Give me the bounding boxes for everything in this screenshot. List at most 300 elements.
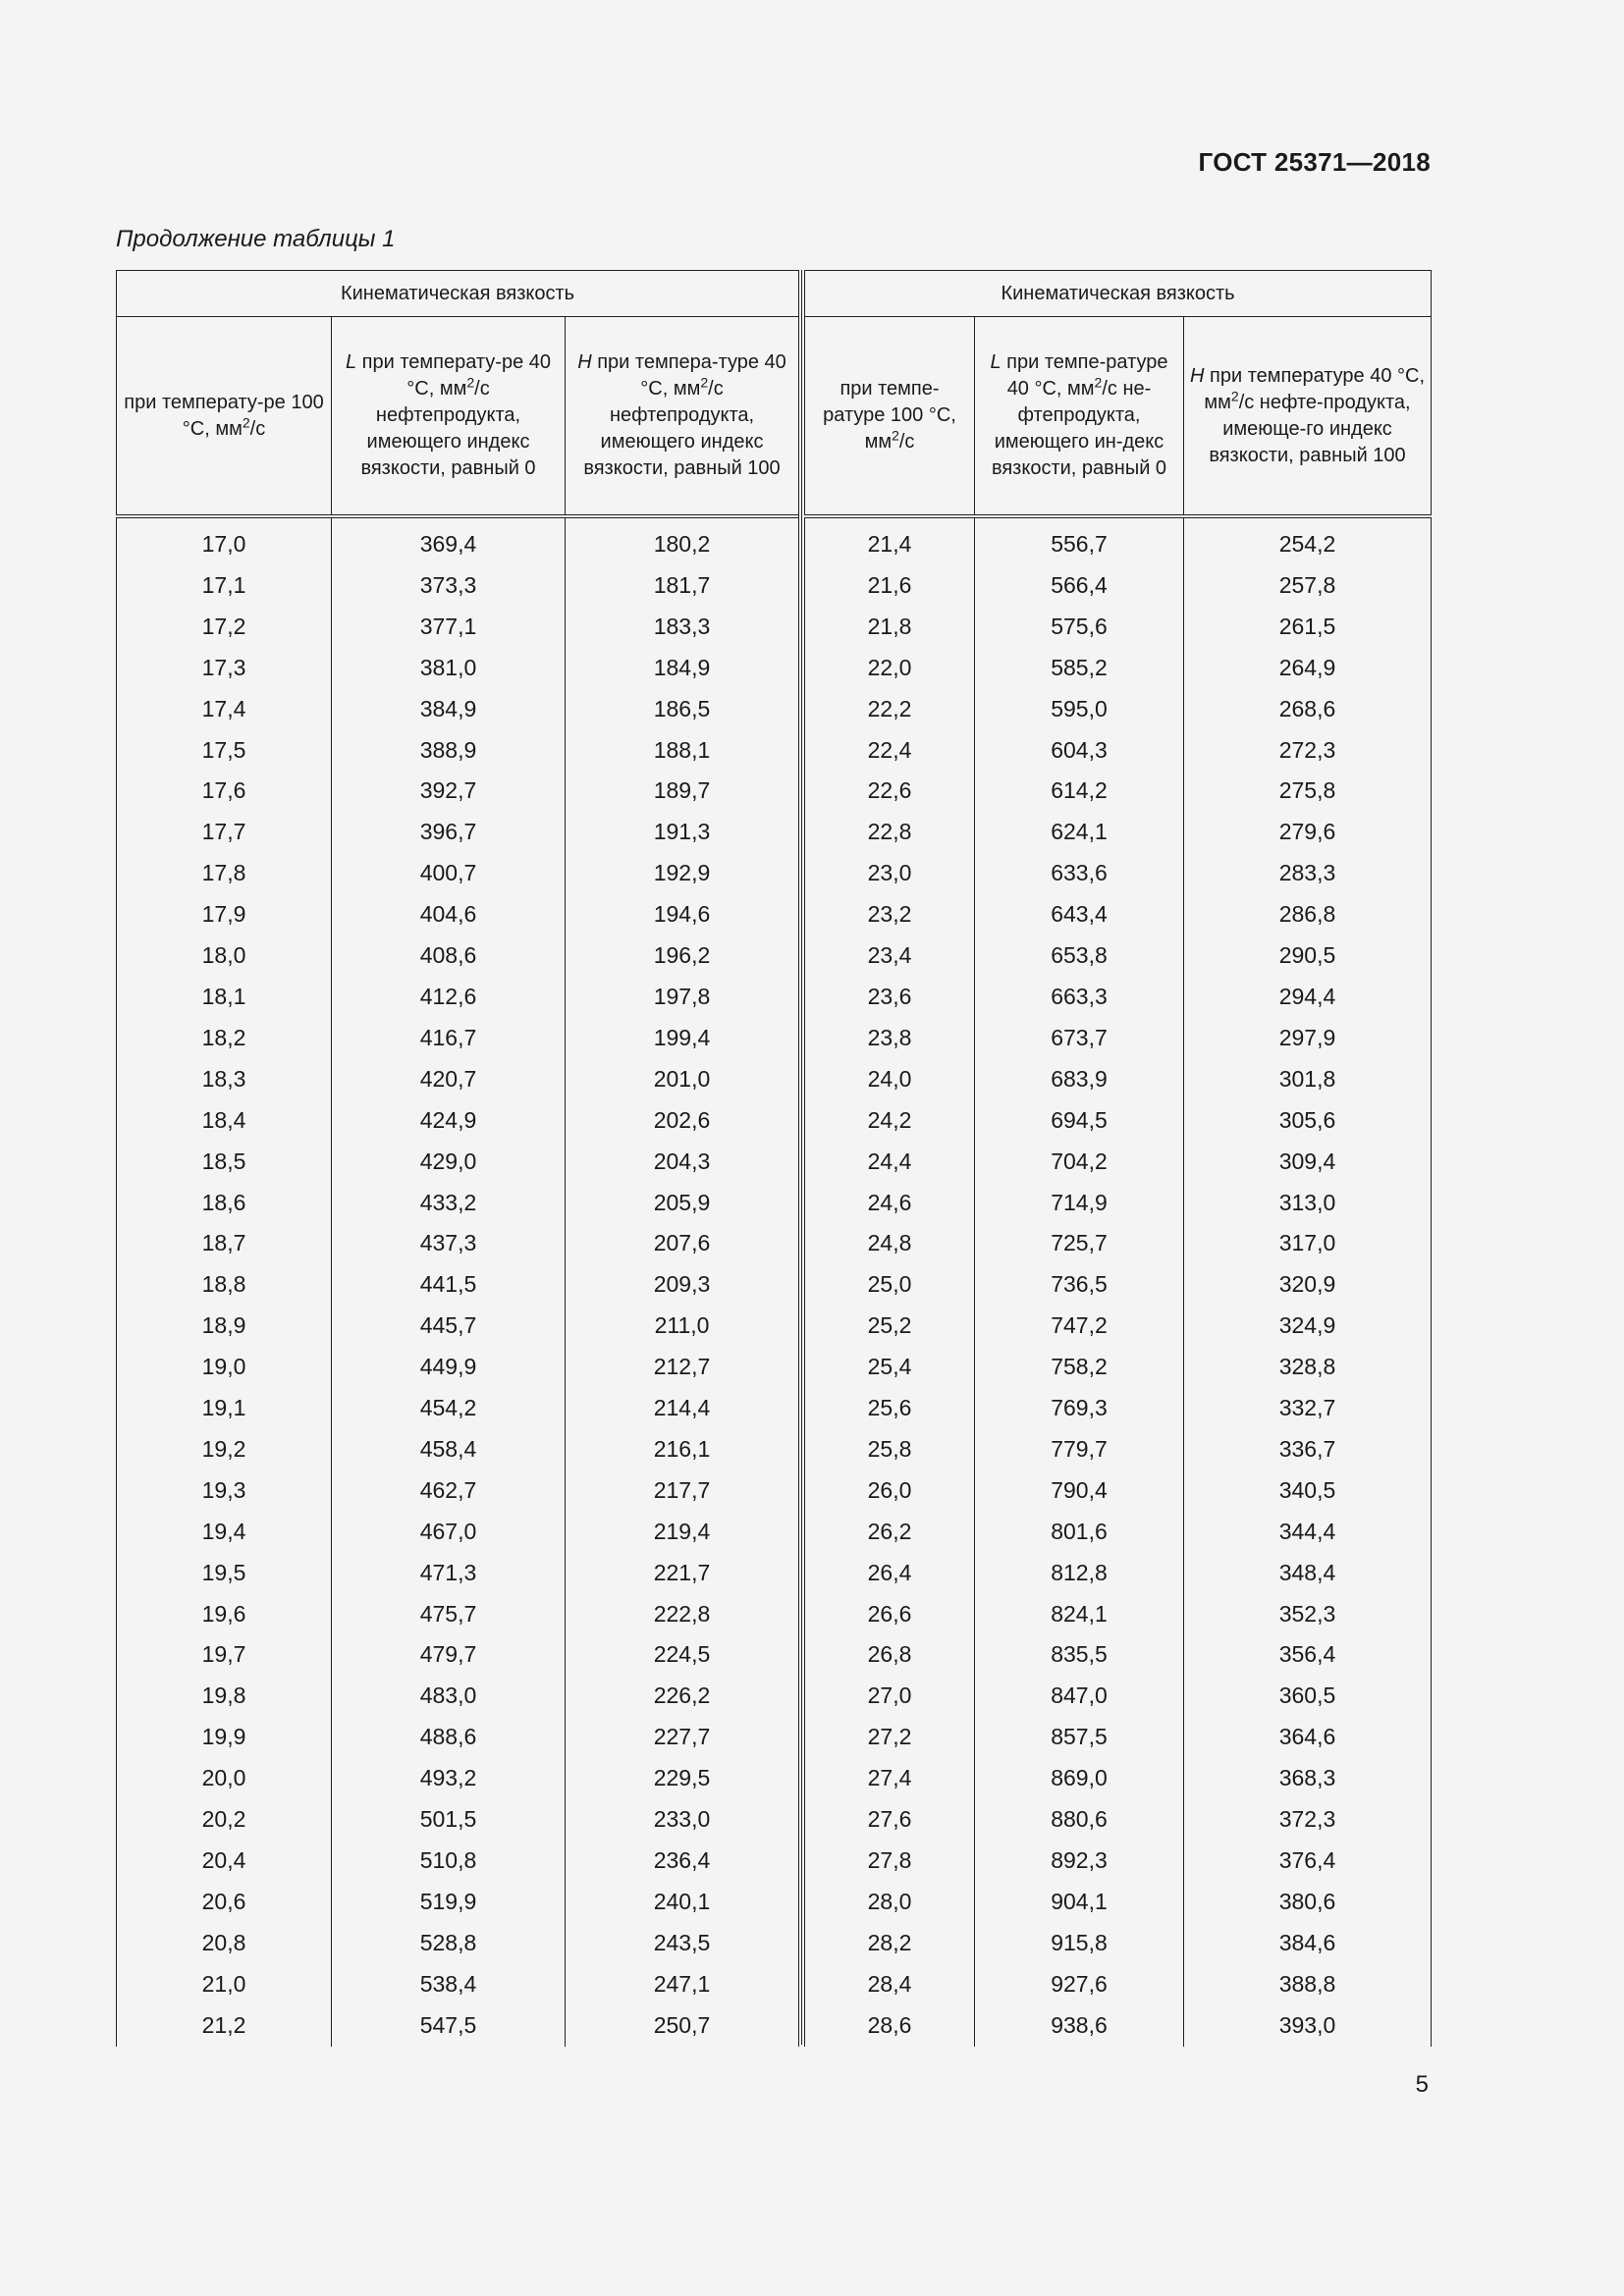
table-cell: 769,3 (975, 1388, 1184, 1429)
table-cell: 381,0 (332, 648, 566, 689)
table-cell: 857,5 (975, 1717, 1184, 1758)
table-cell: 801,6 (975, 1512, 1184, 1553)
table-cell: 332,7 (1184, 1388, 1432, 1429)
table-row (117, 812, 799, 853)
table-cell: 869,0 (975, 1758, 1184, 1799)
table-cell: 892,3 (975, 1841, 1184, 1882)
table-cell: 19,4 (117, 1512, 332, 1553)
table-cell: 493,2 (332, 1758, 566, 1799)
table-row (805, 1676, 1432, 1717)
header-H-40-right: H при температуре 40 °С, $мм^2/с$ нефте-продукта, имеюще-го индекс вязкости, равный 100 (1184, 317, 1432, 517)
table-cell: 19,5 (117, 1553, 332, 1594)
table-row (805, 1553, 1432, 1594)
table-cell: 23,0 (805, 853, 975, 894)
table-cell: 633,6 (975, 853, 1184, 894)
table-cell: 229,5 (566, 1758, 799, 1799)
table-cell: 915,8 (975, 1923, 1184, 1964)
table-cell: 23,4 (805, 935, 975, 977)
table-cell: 25,2 (805, 1306, 975, 1347)
table-cell: 28,6 (805, 2005, 975, 2047)
table-cell: 467,0 (332, 1512, 566, 1553)
table-row (117, 1676, 799, 1717)
table-cell: 18,3 (117, 1059, 332, 1100)
table-cell: 26,2 (805, 1512, 975, 1553)
table-cell: 22,2 (805, 689, 975, 730)
table-row (805, 565, 1432, 607)
table-cell: 217,7 (566, 1470, 799, 1512)
table-cell: 927,6 (975, 1964, 1184, 2005)
table-cell: 344,4 (1184, 1512, 1432, 1553)
table-cell: 880,6 (975, 1799, 1184, 1841)
table-cell: 412,6 (332, 977, 566, 1018)
table-cell: 369,4 (332, 516, 566, 565)
table-row (805, 1142, 1432, 1183)
table-cell: 454,2 (332, 1388, 566, 1429)
table-cell: 377,1 (332, 607, 566, 648)
table-cell: 449,9 (332, 1347, 566, 1388)
table-row (117, 1964, 799, 2005)
table-cell: 212,7 (566, 1347, 799, 1388)
table-cell: 279,6 (1184, 812, 1432, 853)
table-row (117, 1429, 799, 1470)
document-code: ГОСТ 25371—2018 (1198, 147, 1431, 177)
table-cell: 19,0 (117, 1347, 332, 1388)
table-cell: 23,8 (805, 1018, 975, 1059)
table-cell: 585,2 (975, 648, 1184, 689)
table-cell: 243,5 (566, 1923, 799, 1964)
table-row (805, 1429, 1432, 1470)
table-row (117, 1223, 799, 1264)
header-H-40-left: H при темпера-туре 40 °С, $мм^2/с$ нефтепродукта, имеющего индекс вязкости, равный 100 (566, 317, 799, 517)
table-cell: 714,9 (975, 1183, 1184, 1224)
table-row (117, 935, 799, 977)
table-cell: 18,2 (117, 1018, 332, 1059)
header-temp-100-right: при темпе-ратуре 100 °С, $мм^2/с$ (805, 317, 975, 517)
table-left-half (116, 270, 798, 2047)
table-cell: 528,8 (332, 1923, 566, 1964)
table-cell: 272,3 (1184, 730, 1432, 772)
table-cell: 356,4 (1184, 1634, 1432, 1676)
table-cell: 268,6 (1184, 689, 1432, 730)
table-row (805, 1964, 1432, 2005)
table-cell: 575,6 (975, 607, 1184, 648)
table-cell: 368,3 (1184, 1758, 1432, 1799)
table-cell: 27,8 (805, 1841, 975, 1882)
table-row (805, 730, 1432, 772)
table-row (805, 689, 1432, 730)
table-cell: 725,7 (975, 1223, 1184, 1264)
table-cell: 429,0 (332, 1142, 566, 1183)
table-cell: 824,1 (975, 1594, 1184, 1635)
table-cell: 18,7 (117, 1223, 332, 1264)
table-cell: 191,3 (566, 812, 799, 853)
table-cell: 221,7 (566, 1553, 799, 1594)
table-cell: 283,3 (1184, 853, 1432, 894)
table-cell: 25,6 (805, 1388, 975, 1429)
table-row (805, 1512, 1432, 1553)
table-cell: 364,6 (1184, 1717, 1432, 1758)
table-row (805, 1183, 1432, 1224)
table-row (117, 1183, 799, 1224)
table-cell: 20,6 (117, 1882, 332, 1923)
table-cell: 309,4 (1184, 1142, 1432, 1183)
table-cell: 26,8 (805, 1634, 975, 1676)
table-cell: 25,8 (805, 1429, 975, 1470)
table-cell: 20,8 (117, 1923, 332, 1964)
table-row (805, 1799, 1432, 1841)
table-cell: 236,4 (566, 1841, 799, 1882)
table-row (117, 1018, 799, 1059)
table-cell: 360,5 (1184, 1676, 1432, 1717)
table-cell: 23,6 (805, 977, 975, 1018)
table-row (805, 1059, 1432, 1100)
table-row (805, 1264, 1432, 1306)
table-cell: 290,5 (1184, 935, 1432, 977)
table-cell: 683,9 (975, 1059, 1184, 1100)
table-cell: 19,2 (117, 1429, 332, 1470)
table-cell: 483,0 (332, 1676, 566, 1717)
table-row (805, 1594, 1432, 1635)
table-cell: 301,8 (1184, 1059, 1432, 1100)
table-cell: 847,0 (975, 1676, 1184, 1717)
table-row (117, 1306, 799, 1347)
table-cell: 17,1 (117, 565, 332, 607)
table-cell: 202,6 (566, 1100, 799, 1142)
table-cell: 812,8 (975, 1553, 1184, 1594)
table-cell: 222,8 (566, 1594, 799, 1635)
table-cell: 24,8 (805, 1223, 975, 1264)
table-cell: 26,4 (805, 1553, 975, 1594)
table-cell: 704,2 (975, 1142, 1184, 1183)
table-row (805, 1100, 1432, 1142)
table-cell: 376,4 (1184, 1841, 1432, 1882)
header-L-40-right: L при темпе-ратуре 40 °С, $мм^2/с$ не-фтепродукта, имеющего ин-декс вязкости, равный 0 (975, 317, 1184, 517)
table-right-half (804, 270, 1431, 2047)
table-row (117, 1512, 799, 1553)
table-row (117, 1264, 799, 1306)
table-cell: 437,3 (332, 1223, 566, 1264)
table-cell: 445,7 (332, 1306, 566, 1347)
table-cell: 488,6 (332, 1717, 566, 1758)
table-cell: 384,6 (1184, 1923, 1432, 1964)
table-row (805, 2005, 1432, 2047)
table-row (117, 1634, 799, 1676)
table-row (117, 1100, 799, 1142)
table-cell: 23,2 (805, 894, 975, 935)
table-cell: 404,6 (332, 894, 566, 935)
table-cell: 17,3 (117, 648, 332, 689)
table-cell: 240,1 (566, 1882, 799, 1923)
table-cell: 28,2 (805, 1923, 975, 1964)
table-cell: 433,2 (332, 1183, 566, 1224)
table-cell: 519,9 (332, 1882, 566, 1923)
table-cell: 19,8 (117, 1676, 332, 1717)
table-cell: 28,4 (805, 1964, 975, 2005)
table-row (117, 977, 799, 1018)
table-row (117, 1347, 799, 1388)
table-cell: 196,2 (566, 935, 799, 977)
table-cell: 938,6 (975, 2005, 1184, 2047)
table-cell: 556,7 (975, 516, 1184, 565)
table-cell: 254,2 (1184, 516, 1432, 565)
table-cell: 26,6 (805, 1594, 975, 1635)
table-cell: 24,4 (805, 1142, 975, 1183)
table-cell: 501,5 (332, 1799, 566, 1841)
table-cell: 181,7 (566, 565, 799, 607)
page-number: 5 (1415, 2071, 1429, 2098)
table-cell: 24,6 (805, 1183, 975, 1224)
group-header-left: Кинематическая вязкость (117, 271, 799, 317)
table-cell: 420,7 (332, 1059, 566, 1100)
table-cell: 790,4 (975, 1470, 1184, 1512)
table-cell: 264,9 (1184, 648, 1432, 689)
table-cell: 471,3 (332, 1553, 566, 1594)
table-row (805, 1306, 1432, 1347)
table-row (805, 1882, 1432, 1923)
table-cell: 424,9 (332, 1100, 566, 1142)
table-row (117, 1758, 799, 1799)
table-cell: 294,4 (1184, 977, 1432, 1018)
table-cell: 694,5 (975, 1100, 1184, 1142)
table-cell: 205,9 (566, 1183, 799, 1224)
table-row (117, 1142, 799, 1183)
table-cell: 373,3 (332, 565, 566, 607)
table-cell: 614,2 (975, 771, 1184, 812)
table-row (117, 1388, 799, 1429)
table-cell: 27,0 (805, 1676, 975, 1717)
table-cell: 604,3 (975, 730, 1184, 772)
table-cell: 21,4 (805, 516, 975, 565)
group-header-right: Кинематическая вязкость (805, 271, 1432, 317)
table-row (117, 1553, 799, 1594)
table-cell: 21,6 (805, 565, 975, 607)
table-cell: 204,3 (566, 1142, 799, 1183)
table-cell: 538,4 (332, 1964, 566, 2005)
table-row (805, 1470, 1432, 1512)
table-cell: 21,0 (117, 1964, 332, 2005)
table-cell: 566,4 (975, 565, 1184, 607)
table-cell: 348,4 (1184, 1553, 1432, 1594)
table-body-right (805, 516, 1432, 2047)
table-cell: 199,4 (566, 1018, 799, 1059)
table-cell: 20,0 (117, 1758, 332, 1799)
table-cell: 441,5 (332, 1264, 566, 1306)
table-cell: 320,9 (1184, 1264, 1432, 1306)
table-cell: 28,0 (805, 1882, 975, 1923)
table-row (805, 812, 1432, 853)
table-cell: 673,7 (975, 1018, 1184, 1059)
table-cell: 18,5 (117, 1142, 332, 1183)
table-cell: 18,0 (117, 935, 332, 977)
table-cell: 19,3 (117, 1470, 332, 1512)
table-cell: 180,2 (566, 516, 799, 565)
table-row (117, 565, 799, 607)
table-cell: 22,8 (805, 812, 975, 853)
table-row (117, 1470, 799, 1512)
table-cell: 297,9 (1184, 1018, 1432, 1059)
table-row (117, 1059, 799, 1100)
table-row (117, 1882, 799, 1923)
table-row (805, 1388, 1432, 1429)
table-row (805, 1923, 1432, 1964)
table-cell: 188,1 (566, 730, 799, 772)
table-cell: 18,4 (117, 1100, 332, 1142)
table-cell: 388,8 (1184, 1964, 1432, 2005)
table-cell: 21,2 (117, 2005, 332, 2047)
table-cell: 25,0 (805, 1264, 975, 1306)
table-cell: 510,8 (332, 1841, 566, 1882)
table-row (117, 1841, 799, 1882)
table-row (805, 1717, 1432, 1758)
table-row (805, 853, 1432, 894)
table-row (117, 516, 799, 565)
table-row (117, 2005, 799, 2047)
table-cell: 201,0 (566, 1059, 799, 1100)
table-cell: 226,2 (566, 1676, 799, 1717)
table-cell: 209,3 (566, 1264, 799, 1306)
table-cell: 27,2 (805, 1717, 975, 1758)
table-row (805, 607, 1432, 648)
table-cell: 328,8 (1184, 1347, 1432, 1388)
table-row (805, 1634, 1432, 1676)
table-cell: 227,7 (566, 1717, 799, 1758)
table-cell: 624,1 (975, 812, 1184, 853)
table-row (117, 1799, 799, 1841)
table-row (805, 771, 1432, 812)
table-cell: 26,0 (805, 1470, 975, 1512)
table-cell: 372,3 (1184, 1799, 1432, 1841)
table-cell: 313,0 (1184, 1183, 1432, 1224)
table-cell: 479,7 (332, 1634, 566, 1676)
table-cell: 384,9 (332, 689, 566, 730)
table-cell: 224,5 (566, 1634, 799, 1676)
table-cell: 416,7 (332, 1018, 566, 1059)
table-cell: 250,7 (566, 2005, 799, 2047)
table-cell: 18,9 (117, 1306, 332, 1347)
table-row (117, 1717, 799, 1758)
table-row (117, 648, 799, 689)
table-cell: 393,0 (1184, 2005, 1432, 2047)
table-double-divider (798, 270, 802, 2045)
table-cell: 17,4 (117, 689, 332, 730)
table-cell: 219,4 (566, 1512, 799, 1553)
table-row (805, 648, 1432, 689)
table-row (805, 977, 1432, 1018)
table-cell: 22,0 (805, 648, 975, 689)
table-row (117, 1594, 799, 1635)
table-row (117, 1923, 799, 1964)
table-cell: 17,6 (117, 771, 332, 812)
table-cell: 286,8 (1184, 894, 1432, 935)
table-row (805, 1018, 1432, 1059)
table-row (805, 516, 1432, 565)
table-cell: 663,3 (975, 977, 1184, 1018)
table-row (805, 1347, 1432, 1388)
table-cell: 186,5 (566, 689, 799, 730)
table-cell: 19,6 (117, 1594, 332, 1635)
table-row (117, 894, 799, 935)
table-cell: 27,6 (805, 1799, 975, 1841)
table-cell: 18,1 (117, 977, 332, 1018)
table-cell: 24,2 (805, 1100, 975, 1142)
table-cell: 17,2 (117, 607, 332, 648)
table-cell: 779,7 (975, 1429, 1184, 1470)
table-cell: 380,6 (1184, 1882, 1432, 1923)
table-cell: 324,9 (1184, 1306, 1432, 1347)
table-cell: 184,9 (566, 648, 799, 689)
table-cell: 904,1 (975, 1882, 1184, 1923)
table-cell: 19,7 (117, 1634, 332, 1676)
table-cell: 261,5 (1184, 607, 1432, 648)
table-cell: 317,0 (1184, 1223, 1432, 1264)
table-cell: 18,6 (117, 1183, 332, 1224)
table-cell: 194,6 (566, 894, 799, 935)
table-cell: 211,0 (566, 1306, 799, 1347)
table-cell: 22,4 (805, 730, 975, 772)
table-cell: 18,8 (117, 1264, 332, 1306)
table-row (805, 1841, 1432, 1882)
table-row (117, 607, 799, 648)
header-temp-100-left: при температу-ре 100 °С, $мм^2/с$ (117, 317, 332, 517)
table-cell: 388,9 (332, 730, 566, 772)
table-cell: 17,7 (117, 812, 332, 853)
table-cell: 216,1 (566, 1429, 799, 1470)
table-cell: 305,6 (1184, 1100, 1432, 1142)
table-cell: 475,7 (332, 1594, 566, 1635)
table-cell: 17,9 (117, 894, 332, 935)
table-cell: 20,2 (117, 1799, 332, 1841)
table-cell: 758,2 (975, 1347, 1184, 1388)
table-cell: 462,7 (332, 1470, 566, 1512)
table-row (805, 1758, 1432, 1799)
table-cell: 653,8 (975, 935, 1184, 977)
table-cell: 340,5 (1184, 1470, 1432, 1512)
table-cell: 595,0 (975, 689, 1184, 730)
table-cell: 189,7 (566, 771, 799, 812)
table-cell: 257,8 (1184, 565, 1432, 607)
table-cell: 20,4 (117, 1841, 332, 1882)
table-cell: 17,5 (117, 730, 332, 772)
table-cell: 547,5 (332, 2005, 566, 2047)
table-cell: 747,2 (975, 1306, 1184, 1347)
table-cell: 214,4 (566, 1388, 799, 1429)
table-body-left (117, 516, 799, 2047)
table-cell: 392,7 (332, 771, 566, 812)
table-cell: 24,0 (805, 1059, 975, 1100)
table-cell: 275,8 (1184, 771, 1432, 812)
table-cell: 247,1 (566, 1964, 799, 2005)
table-cell: 336,7 (1184, 1429, 1432, 1470)
table-row (805, 894, 1432, 935)
table-cell: 19,1 (117, 1388, 332, 1429)
table-caption: Продолжение таблицы 1 (116, 226, 396, 252)
table-row (805, 935, 1432, 977)
table-cell: 207,6 (566, 1223, 799, 1264)
table-cell: 643,4 (975, 894, 1184, 935)
table-cell: 458,4 (332, 1429, 566, 1470)
table-cell: 25,4 (805, 1347, 975, 1388)
table-cell: 17,0 (117, 516, 332, 565)
table-cell: 835,5 (975, 1634, 1184, 1676)
table-cell: 27,4 (805, 1758, 975, 1799)
table-cell: 352,3 (1184, 1594, 1432, 1635)
table-cell: 21,8 (805, 607, 975, 648)
table-cell: 408,6 (332, 935, 566, 977)
table-row (805, 1223, 1432, 1264)
table-cell: 192,9 (566, 853, 799, 894)
table-row (117, 853, 799, 894)
table-cell: 396,7 (332, 812, 566, 853)
